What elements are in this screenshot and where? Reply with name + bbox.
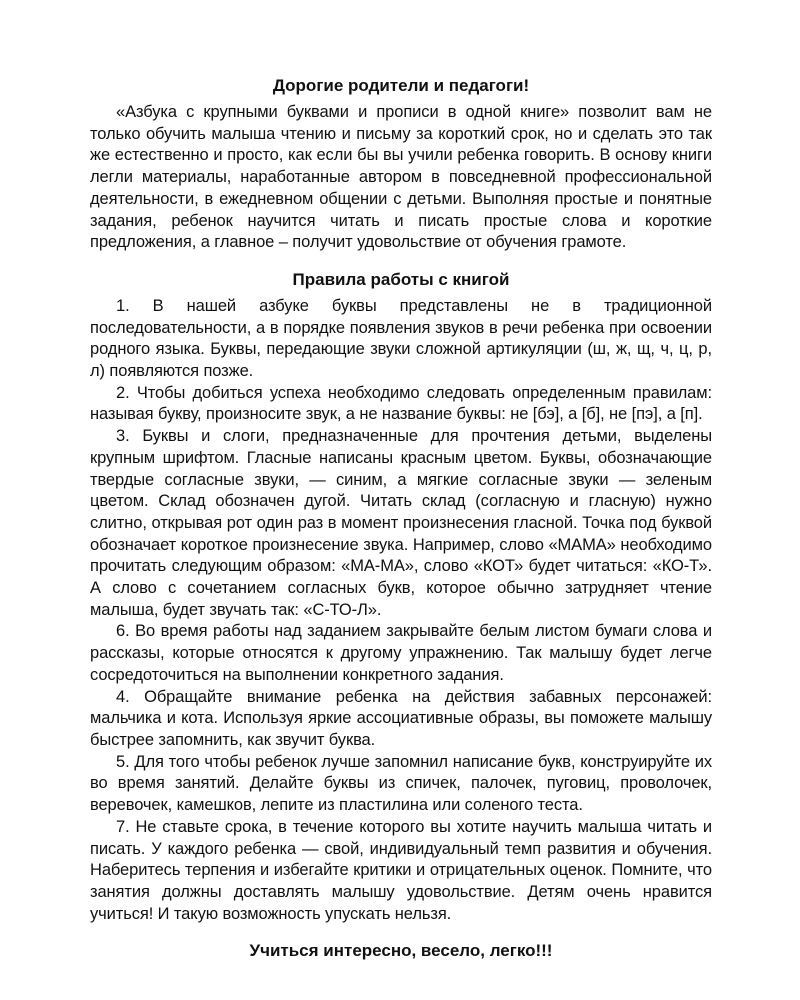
rule-item: 7. Не ставьте срока, в течение которого вы хотите научить малыша читать и писать. У каждого ребенка — свой, индивидуальный темп развития и обучения. Наберитесь терпения и избегайте критики и отрицательных оценок. Помните, что занятия должны доставлять малышу удовольствие. Детям очень нравится учиться! И такую возможность упускать нельзя.	[90, 817, 712, 923]
rule-item: 4. Обращайте внимание ребенка на действия забавных персонажей: мальчика и кота. Используя яркие ассоциативные образы, вы поможете малышу быстрее запомнить, как звучит буква.	[90, 687, 712, 749]
page-title: Дорогие родители и педагоги!	[272, 76, 530, 95]
document-page	[90, 74, 712, 963]
rule-item: 3. Буквы и слоги, предназначенные для прочтения детьми, выделены крупным шрифтом. Гласные написаны красным цветом. Буквы, обозначающие твердые согласные звуки, — синим, а мягкие согласные звуки — зеленым цветом. Склад обозначен дугой. Читать склад (согласную и гласную) нужно слитно, открывая рот один раз в момент произнесения гласной. Точка под буквой обозначает короткое произнесение звука. Например, слово «МАМА» необходимо прочитать следующим образом: «МА-МА», слово «КОТ» будет читаться: «КО-Т». А слово с сочетанием согласных букв, которое обычно затрудняет чтение малыша, будет звучать так: «С-ТО-Л».	[90, 427, 712, 619]
intro-paragraph: «Азбука с крупными буквами и прописи в одной книге» позволит вам не только обучить малыша чтению и письму за короткий срок, но и сделать это так же естественно и просто, как если бы вы учили ребенка говорить. В основу книги легли материалы, наработанные автором в повседневной профессиональной деятельности, в ежедневном общении с детьми. Выполняя простые и понятные задания, ребенок научится читать и писать простые слова и короткие предложения, а главное – получит удовольствие от обучения грамоте.	[90, 103, 712, 252]
closing-line: Учиться интересно, весело, легко!!!	[249, 941, 553, 961]
rule-item: 2. Чтобы добиться успеха необходимо следовать определенным правилам: называя букву, произносите звук, а не название буквы: не [бэ], а [б], не [пэ], а [п].	[90, 383, 712, 424]
rules-heading: Правила работы с книгой	[292, 269, 510, 289]
rule-item: 1. В нашей азбуке буквы представлены не в традиционной последовательности, а в порядке появления звуков в речи ребенка при освоении родного языка. Буквы, передающие звуки сложной артикуляции (ш, ж, щ, ч, ц, р, л) появляются позже.	[90, 296, 712, 381]
rule-item: 6. Во время работы над заданием закрывайте белым листом бумаги слова и рассказы, которые относятся к другому упражнению. Так малышу будет легче сосредоточиться на выполнении конкретного задания.	[90, 622, 712, 684]
rule-item: 5. Для того чтобы ребенок лучше запомнил написание букв, конструируйте их во время занятий. Делайте буквы из спичек, палочек, пуговиц, проволочек, веревочек, камешков, лепите из пластилина или соленого теста.	[90, 752, 712, 815]
